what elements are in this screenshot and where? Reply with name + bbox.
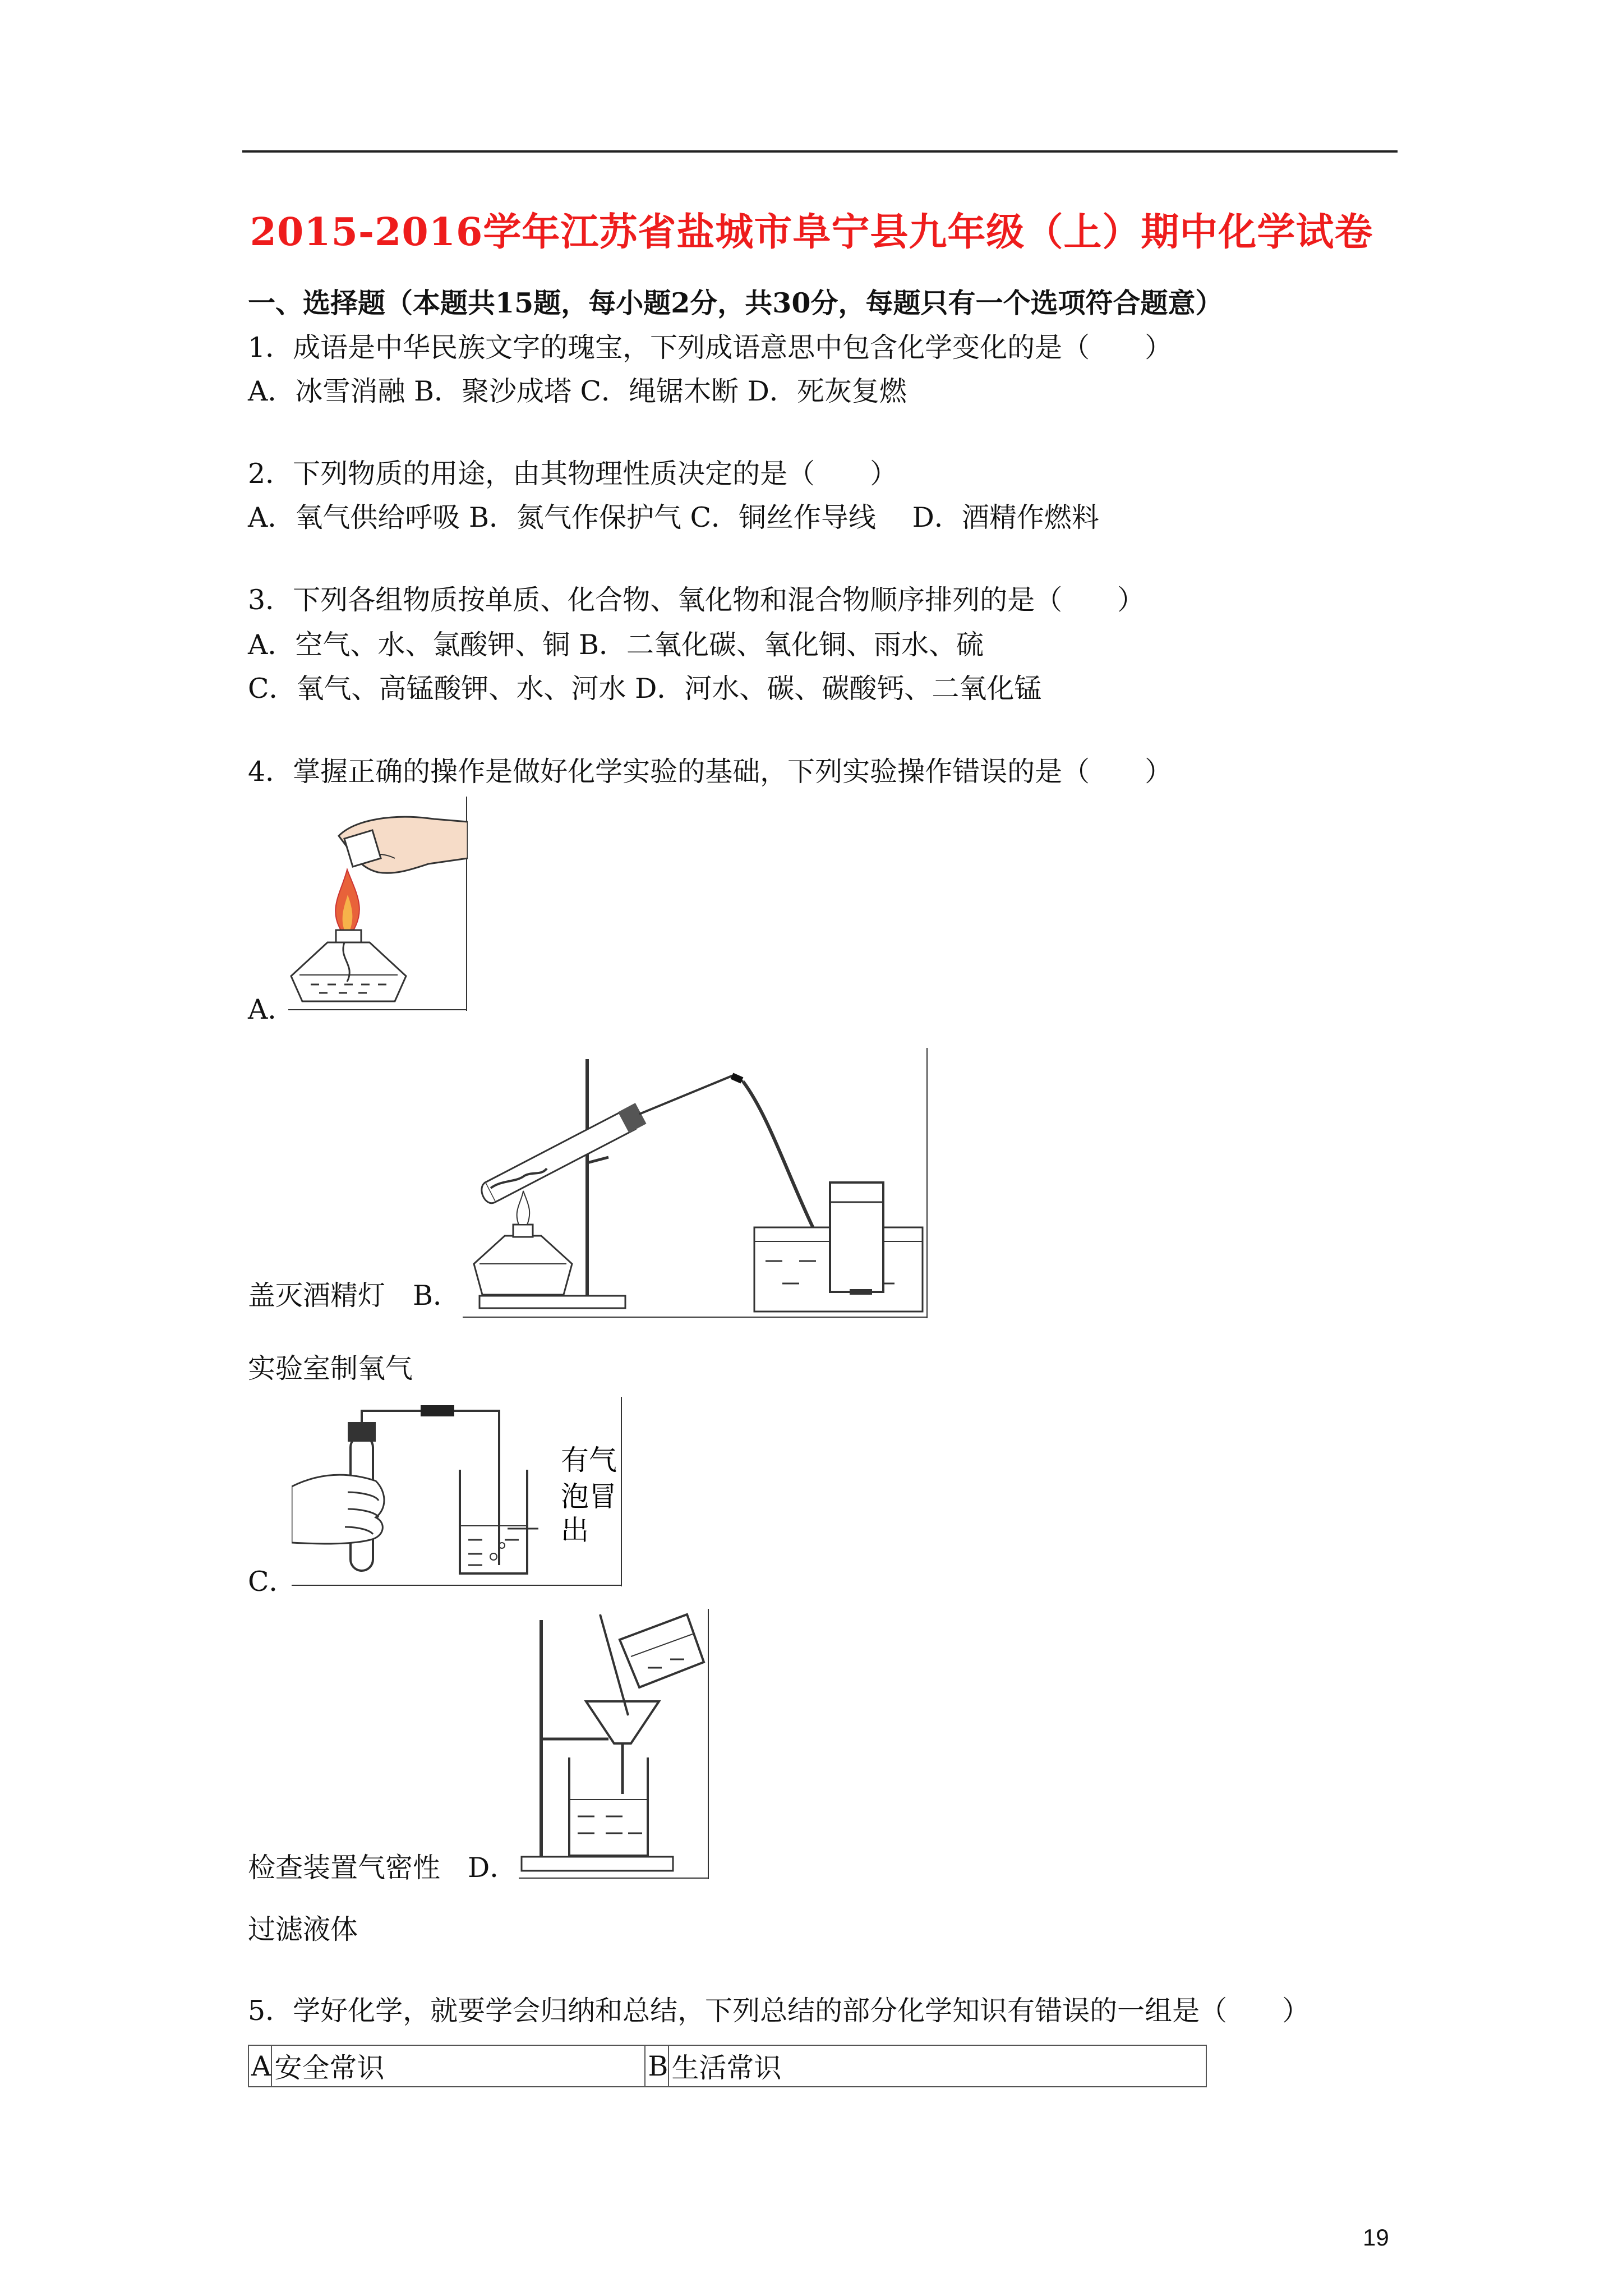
q4-b-caption: 实验室制氧气 [248,1352,413,1384]
q4-d-label: D． [468,1852,518,1884]
q4-c-caption: 检查装置气密性 [248,1852,441,1884]
q4-stem: 4．掌握正确的操作是做好化学实验的基础，下列实验操作错误的是（ ） [248,756,1173,788]
q5-knowledge-table [248,2045,1207,2087]
q4-b-label: B． [413,1280,461,1312]
q1-stem: 1．成语是中华民族文字的瑰宝，下列成语意思中包含化学变化的是（ ） [248,332,1173,364]
figure-a-alcohol-lamp [288,797,468,1011]
q3-options-cd: C．氧气、高锰酸钾、水、河水 D．河水、碳、碳酸钙、二氧化锰 [248,673,1042,705]
figure-b-oxygen-preparation [463,1048,928,1318]
q2-stem: 2．下列物质的用途，由其物理性质决定的是（ ） [248,458,898,490]
table-row [248,2045,1206,2087]
table-cell-safety: 安全常识 [271,2045,645,2087]
q4-c-caption-d-label [248,1851,517,1885]
table-cell-life: 生活常识 [668,2045,1206,2087]
q5-stem: 5．学好化学，就要学会归纳和总结，下列总结的部分化学知识有错误的一组是（ ） [248,1995,1310,2027]
figure-d-filtration [519,1609,709,1879]
table-cell-b: B [645,2045,668,2087]
section-heading: 一、选择题（本题共15题，每小题2分，共30分，每题只有一个选项符合题意） [248,287,1223,319]
figure-c-airtightness-check [292,1397,623,1586]
q3-stem: 3．下列各组物质按单质、化合物、氧化物和混合物顺序排列的是（ ） [248,584,1145,616]
figure-c-text-1: 有气 [561,1444,617,1476]
q4-c-label: C． [248,1566,297,1598]
table-cell-a: A [248,2045,271,2087]
header-rule [242,150,1398,153]
figure-c-text-3: 出 [561,1514,589,1547]
figure-c-text-2: 泡冒 [561,1480,617,1513]
q3-options-ab: A．空气、水、氯酸钾、铜 B．二氧化碳、氧化铜、雨水、硫 [248,629,984,661]
q4-a-label: A． [248,993,296,1025]
q4-a-caption: 盖灭酒精灯 [248,1280,386,1312]
q4-d-caption: 过滤液体 [248,1913,358,1945]
q2-options: A．氧气供给呼吸 B．氮气作保护气 C．铜丝作导线 D．酒精作燃料 [248,501,1099,533]
page-number: 19 [1363,2224,1389,2251]
q4-a-caption-b-label [248,1279,460,1313]
q1-options: A．冰雪消融 B．聚沙成塔 C．绳锯木断 D．死灰复燃 [248,375,907,407]
page-title: 2015-2016学年江苏省盐城市阜宁县九年级（上）期中化学试卷 [250,210,1373,255]
